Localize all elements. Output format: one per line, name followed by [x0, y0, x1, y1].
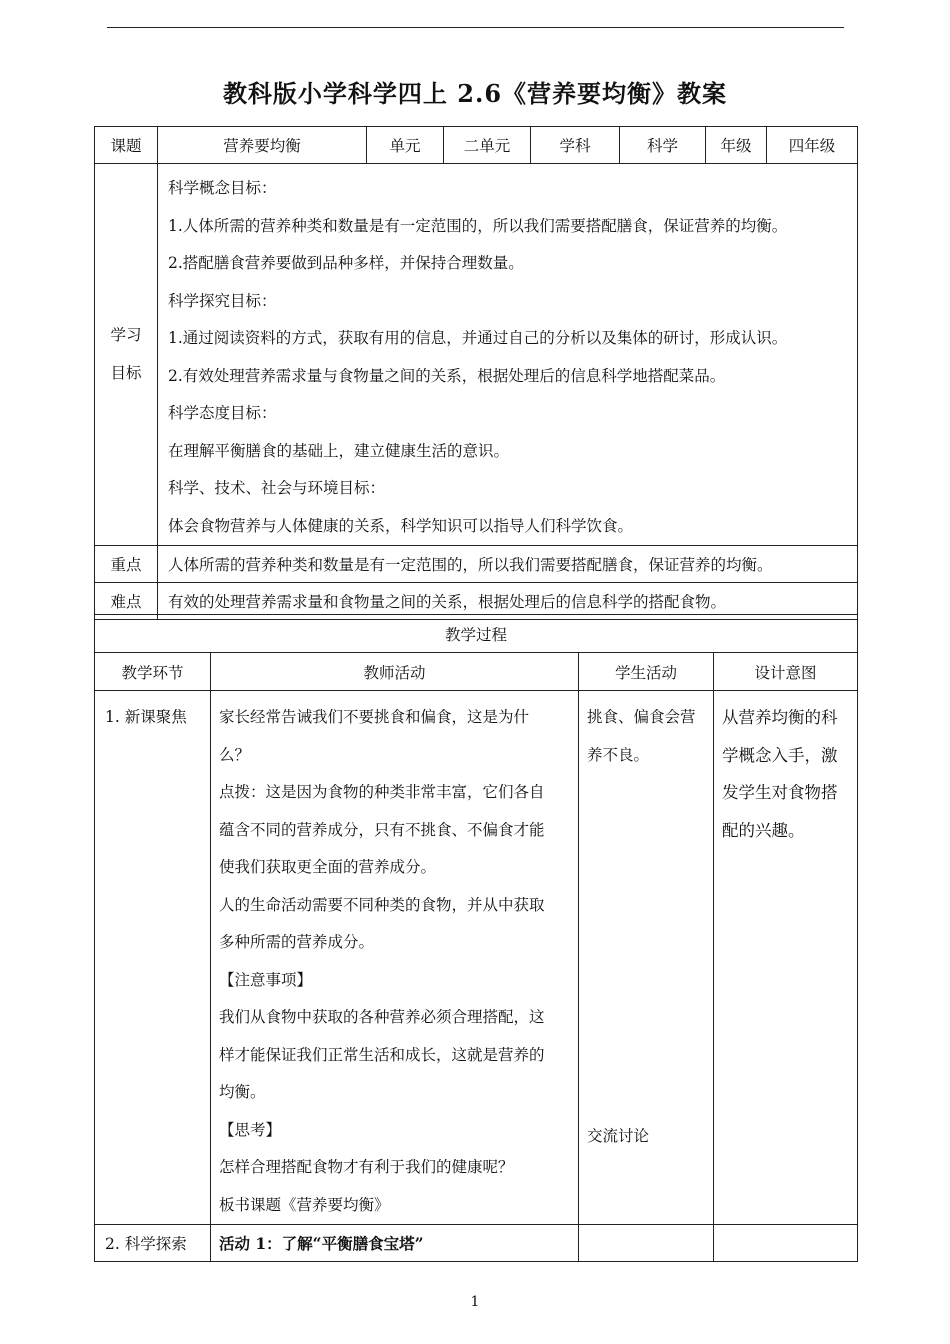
- teacher-line: 点拨：这是因为食物的种类非常丰富，它们各自: [219, 783, 545, 801]
- teacher-line: 我们从食物中获取的各种营养必须合理搭配，这: [219, 1008, 545, 1026]
- student-activity-empty: [579, 1225, 714, 1262]
- subject-value: 科学: [620, 127, 706, 164]
- intent-line: 学概念入手，激: [722, 745, 838, 765]
- key-point-label: 重点: [95, 546, 158, 583]
- teacher-line: 蕴含不同的营养成分，只有不挑食、不偏食才能: [219, 820, 545, 839]
- objective-line: 在理解平衡膳食的基础上，建立健康生活的意识。: [168, 441, 510, 460]
- teacher-line: 家长经常告诫我们不要挑食和偏食，这是为什: [219, 708, 530, 726]
- stage-label: 1. 新课聚焦: [105, 708, 187, 726]
- lesson-info-table: [94, 126, 858, 620]
- header-rule: [107, 27, 844, 28]
- unit-value: 二单元: [444, 127, 531, 164]
- design-intent-empty: [714, 1225, 858, 1262]
- teacher-line: 使我们获取更全面的营养成分。: [219, 858, 437, 876]
- intent-line: 从营养均衡的科: [722, 708, 838, 727]
- subject-label: 学科: [531, 127, 620, 164]
- topic-label: 课题: [95, 127, 158, 164]
- objectives-label: 学习 目标: [95, 164, 158, 546]
- key-point-text: 人体所需的营养种类和数量是有一定范围的，所以我们需要搭配膳食，保证营养的均衡。: [158, 546, 858, 583]
- objectives-content: [158, 164, 858, 546]
- teacher-line: 怎样合理搭配食物才有利于我们的健康呢？: [219, 1158, 514, 1176]
- objective-line: 1.人体所需的营养种类和数量是有一定范围的，所以我们需要搭配膳食，保证营养的均衡。: [168, 216, 788, 235]
- design-intent-cell: [714, 691, 858, 1225]
- teacher-activity-cell: [211, 691, 579, 1225]
- teacher-line: 板书课题《营养要均衡》: [219, 1195, 390, 1214]
- stage-label-2: 2. 科学探索: [95, 1225, 211, 1262]
- teacher-line: 【思考】: [219, 1120, 282, 1139]
- teacher-line: 么？: [219, 745, 251, 764]
- objective-line: 体会食物营养与人体健康的关系，科学知识可以指导人们科学饮食。: [168, 516, 634, 535]
- objective-line: 1.通过阅读资料的方式，获取有用的信息，并通过自己的分析以及集体的研讨，形成认识。: [168, 329, 788, 347]
- intent-line: 发学生对食物搭: [722, 783, 838, 802]
- objective-line: 科学探究目标：: [168, 291, 277, 310]
- teacher-line: 样才能保证我们正常生活和成长，这就是营养的: [219, 1045, 545, 1064]
- teacher-line: 人的生命活动需要不同种类的食物，并从中获取: [219, 895, 545, 914]
- teacher-line: 均衡。: [219, 1083, 266, 1101]
- teacher-line: 多种所需的营养成分。: [219, 933, 375, 951]
- difficulty-text: 有效的处理营养需求量和食物量之间的关系，根据处理后的信息科学的搭配食物。: [158, 583, 858, 620]
- student-line: 养不良。: [587, 745, 650, 764]
- process-title: 教学过程: [95, 615, 858, 653]
- page-number: 1: [470, 1294, 480, 1310]
- difficulty-label: 难点: [95, 583, 158, 620]
- objective-line: 科学态度目标：: [168, 404, 277, 422]
- student-discussion: 交流讨论: [587, 1127, 650, 1145]
- header-student: 学生活动: [579, 653, 714, 691]
- objective-line: 2.有效处理营养需求量与食物量之间的关系，根据处理后的信息科学地搭配菜品。: [168, 366, 726, 385]
- topic-value: 营养要均衡: [158, 127, 367, 164]
- grade-value: 四年级: [767, 127, 858, 164]
- intent-line: 配的兴趣。: [722, 820, 805, 840]
- page-title: 教科版小学科学四上 2.6《营养要均衡》教案: [222, 79, 728, 108]
- unit-label: 单元: [367, 127, 444, 164]
- header-stage: 教学环节: [95, 653, 211, 691]
- header-intent: 设计意图: [714, 653, 858, 691]
- objective-line: 科学、技术、社会与环境目标：: [168, 479, 386, 497]
- teacher-line: 【注意事项】: [219, 970, 313, 989]
- stage-cell: [95, 691, 211, 1225]
- activity-1-title: 活动 1：了解“平衡膳食宝塔”: [211, 1225, 579, 1262]
- objective-line: 2.搭配膳食营养要做到品种多样，并保持合理数量。: [168, 254, 524, 272]
- grade-label: 年级: [706, 127, 767, 164]
- student-line: 挑食、偏食会营: [587, 708, 696, 726]
- objective-line: 科学概念目标：: [168, 179, 277, 197]
- student-activity-cell: [579, 691, 714, 1225]
- header-teacher: 教师活动: [211, 653, 579, 691]
- teaching-process-table: [94, 614, 858, 1262]
